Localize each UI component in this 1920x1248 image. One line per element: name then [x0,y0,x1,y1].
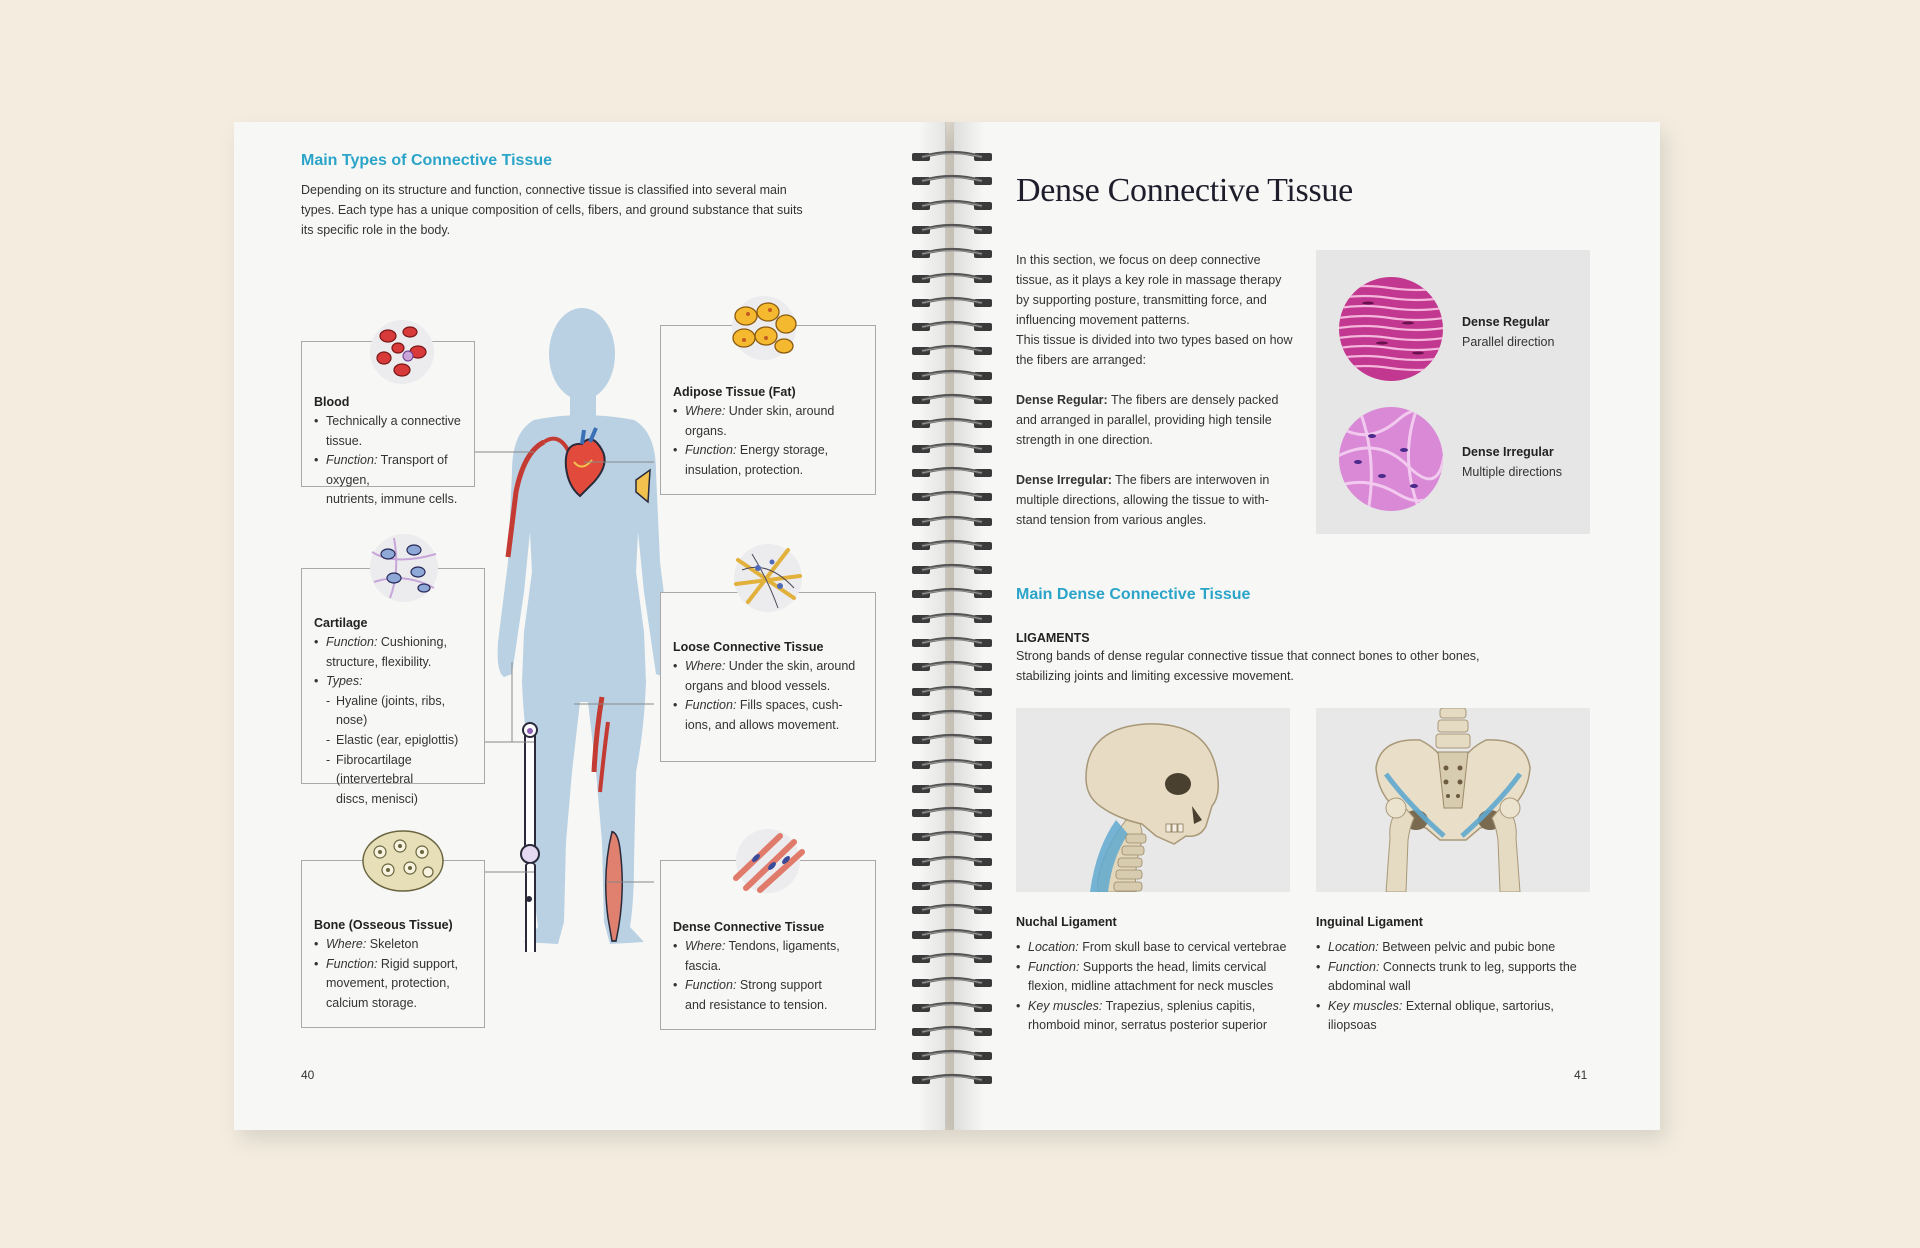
dense-regular-label: Dense Regular: [1016,393,1108,407]
binding-ring [912,320,992,334]
binding-ring [912,830,992,844]
dense-card: Dense Connective Tissue • Where: Tendons, ligaments, fascia. • Function: Strong support and resistance to tension. [660,860,876,1030]
adipose-cells-icon [722,294,806,362]
blood-function-label: Function: [326,453,378,468]
binding-ring [912,466,992,480]
binding-ring [912,247,992,261]
bone-tissue-icon [360,828,446,894]
nuchal-ligament-image [1016,708,1290,892]
binding-ring [912,296,992,310]
nuchal-title: Nuchal Ligament [1016,915,1117,929]
binding-ring [912,150,992,164]
binding-ring [912,344,992,358]
blood-bullet-1: • Technically a connective tissue. [314,412,462,451]
bone-title: Bone (Osseous Tissue) [314,918,453,932]
right-page-number: 41 [1574,1068,1588,1082]
dense-tissue-icon [728,828,808,894]
blood-cells-icon [364,318,440,386]
skull-neck-illustration [1016,708,1290,892]
adipose-title: Adipose Tissue (Fat) [673,385,796,399]
dense-irregular-micrograph [1338,406,1444,512]
dense-title: Dense Connective Tissue [673,920,825,934]
right-page-title: Dense Connective Tissue [1016,172,1353,209]
binding-ring [912,636,992,650]
open-book [234,122,1660,1130]
left-page-heading: Main Types of Connective Tissue [301,152,553,169]
blood-card: Blood • Technically a connective tissue. • Function: Transport of oxygen, nutrients, immune cells. [301,341,475,487]
binding-ring [912,685,992,699]
blood-title: Blood [314,395,350,409]
binding-ring [912,612,992,626]
cartilage-cells-icon [364,532,444,604]
binding-ring [912,709,992,723]
binding-ring [912,976,992,990]
spiral-binding [912,150,992,1100]
bone-card: Bone (Osseous Tissue) • Where: Skeleton • Function: Rigid support, movement, protection, calcium storage. [301,860,485,1028]
adipose-card: Adipose Tissue (Fat) • Where: Under skin, around organs. • Function: Energy storage, insulation, protection. [660,325,876,495]
binding-ring [912,369,992,383]
right-page-intro: In this section, we focus on deep connective tissue, as it plays a key role in massage therapy by supporting posture, transmitting force, and influencing movement patterns. This tissue is divided into two types based on how the fibers are arranged: Dense Regular: The fibers are densely packed and arranged in parallel, providing high tensile strength in one direction. Dense Irregular: The fibers are interwoven in multiple directions, allowing the tissue to with- stand tension from various angles. [1016,253,1293,527]
loose-tissue-icon [728,540,808,616]
loose-title: Loose Connective Tissue [673,640,824,654]
binding-ring [912,393,992,407]
pelvis-illustration [1316,708,1590,892]
binding-ring [912,539,992,553]
binding-ring [912,660,992,674]
binding-ring [912,587,992,601]
ligaments-description: Strong bands of dense regular connective tissue that connect bones to other bones, stabilizing joints and limiting excessive movement. [1016,649,1480,683]
binding-ring [912,223,992,237]
dense-irregular-label: Dense Irregular: [1016,473,1112,487]
binding-ring [912,733,992,747]
binding-ring [912,563,992,577]
binding-ring [912,515,992,529]
left-page-intro: Depending on its structure and function, connective tissue is classified into several main types. Each type has a unique composition of cells, fibers, and ground substance that suits its specific role in the body. [301,183,803,237]
micrograph-panel [1316,250,1590,534]
binding-ring [912,782,992,796]
binding-ring [912,174,992,188]
cartilage-title: Cartilage [314,616,368,630]
dense-regular-caption: Dense Regular Parallel direction [1462,315,1555,349]
binding-ring [912,272,992,286]
binding-ring [912,1073,992,1087]
binding-ring [912,417,992,431]
dense-irregular-caption: Dense Irregular Multiple directions [1462,445,1563,479]
left-page [234,122,946,1130]
binding-ring [912,952,992,966]
main-dense-heading: Main Dense Connective Tissue [1016,586,1251,603]
inguinal-ligament-image [1316,708,1590,892]
binding-ring [912,490,992,504]
binding-ring [912,928,992,942]
binding-ring [912,1049,992,1063]
binding-ring [912,442,992,456]
right-page [954,122,1660,1130]
binding-ring [912,1001,992,1015]
cartilage-card: Cartilage • Function: Cushioning, structure, flexibility. • Types: - Hyaline (joints, ribs, nose) - Elastic (ear, epiglottis) - Fibrocartilage (intervertebral discs, menisci) [301,568,485,784]
binding-ring [912,758,992,772]
binding-ring [912,879,992,893]
left-page-number: 40 [301,1068,315,1082]
loose-card: Loose Connective Tissue • Where: Under the skin, around organs and blood vessels. • Function: Fills spaces, cush- ions, and allows movement. [660,592,876,762]
nuchal-ligament-info: Nuchal Ligament • Location: From skull base to cervical vertebrae • Function: Supports the head, limits cervical flexion, midline attachment for neck muscles • Key muscles: Trapezius, splenius capitis, rhomboid minor, serratus posterior superior [1016,912,1306,1036]
binding-ring [912,1025,992,1039]
inguinal-title: Inguinal Ligament [1316,915,1423,929]
inguinal-ligament-info: Inguinal Ligament • Location: Between pelvic and pubic bone • Function: Connects trunk to leg, supports the abdominal wall • Key muscles: External oblique, sartorius, iliopsoas [1316,912,1606,1036]
ligaments-label: LIGAMENTS [1016,631,1090,645]
dense-regular-micrograph [1338,276,1444,382]
binding-ring [912,806,992,820]
binding-ring [912,903,992,917]
binding-ring [912,199,992,213]
binding-ring [912,855,992,869]
